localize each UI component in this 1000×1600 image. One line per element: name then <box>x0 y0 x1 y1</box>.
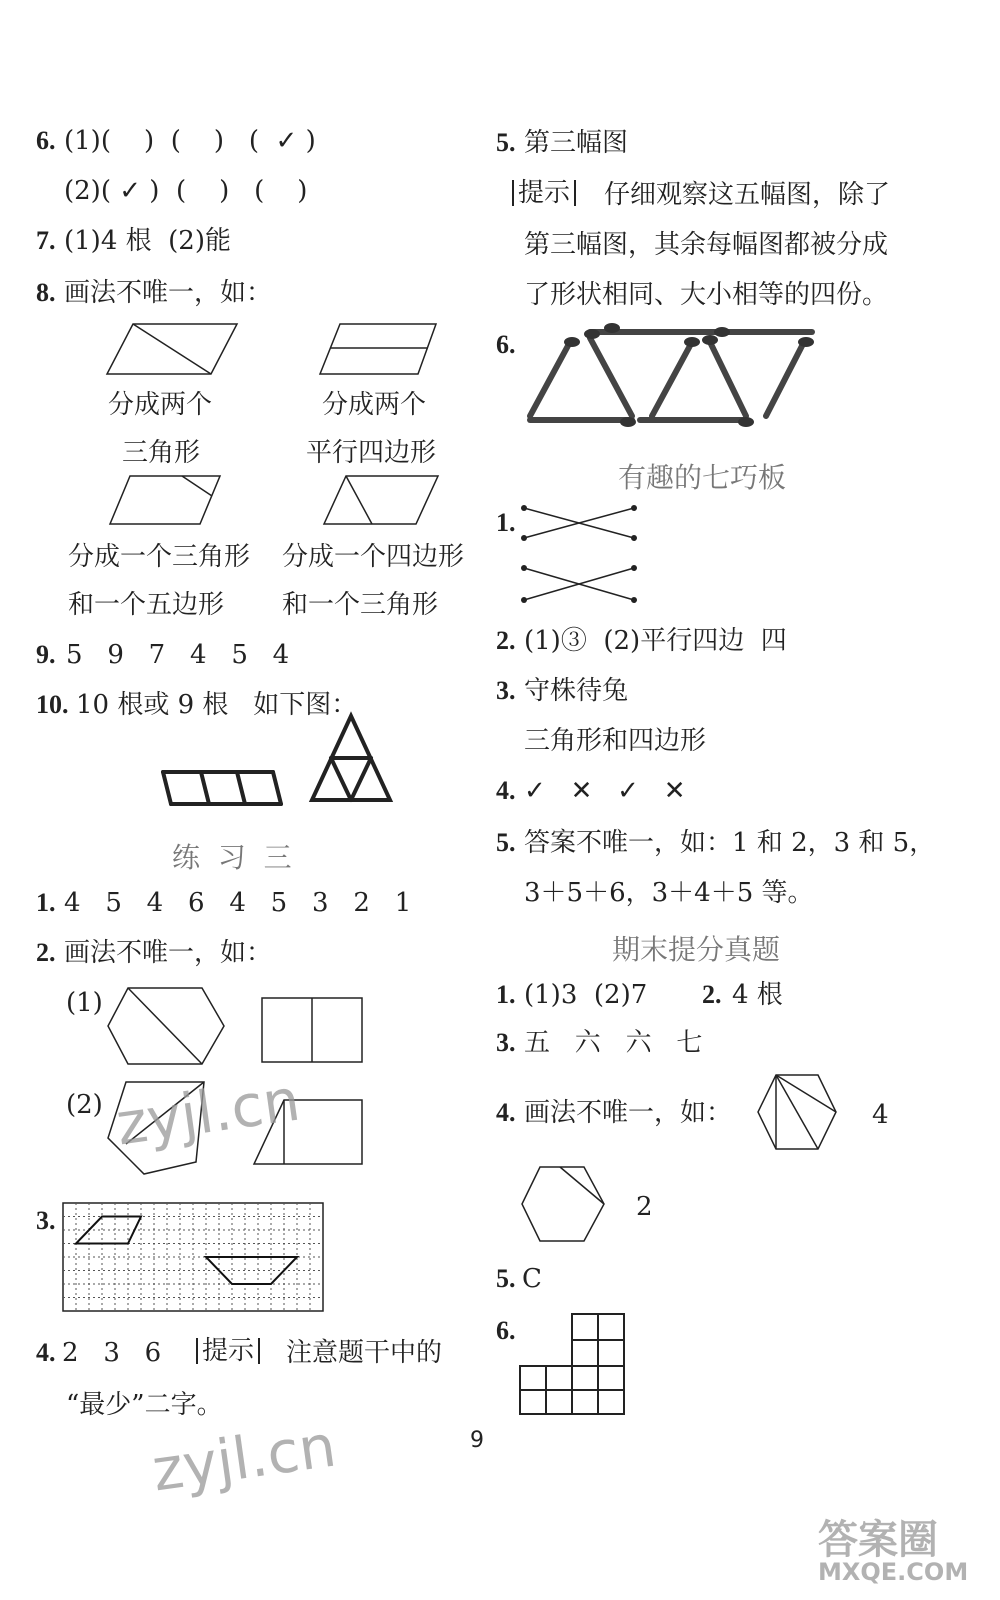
hexagon-two-parts-figure <box>520 1164 606 1244</box>
q9-number: 9. <box>36 640 56 669</box>
f4-text: 画法不唯一，如： <box>524 1098 733 1128</box>
watermark-logo: MXQE.COM <box>818 1558 969 1586</box>
p3-number: 3. <box>36 1206 56 1235</box>
s2-text: (1)③ (2)平行四边 四 <box>524 626 787 656</box>
f1-number: 1. <box>496 980 516 1009</box>
q8-caption1-line1: 分成两个 <box>108 390 213 420</box>
q10-number: 10. <box>36 690 69 719</box>
watermark-logo: zyjl.cn <box>112 1065 304 1159</box>
rq6-number: 6. <box>496 330 516 359</box>
p4-line2: “最少”二字。 <box>66 1390 223 1420</box>
p2-text: 画法不唯一，如： <box>64 938 273 968</box>
matching-lines-figure <box>518 500 640 606</box>
p4-hint-text: 注意题干中的 <box>286 1338 443 1368</box>
f4-value1: 4 <box>872 1100 889 1130</box>
parallelogram-diagonal-figure <box>105 322 240 376</box>
f5-number: 5. <box>496 1264 516 1293</box>
s3-number: 3. <box>496 676 516 705</box>
watermark-logo: 答案圈 <box>818 1517 938 1563</box>
s3-text: 守株待兔 <box>524 676 629 706</box>
p4-number: 4. <box>36 1338 56 1367</box>
p1-number: 1. <box>36 888 56 917</box>
hexagon-diagonal-figure <box>106 986 226 1066</box>
p4-text: 2 3 6 <box>62 1338 178 1368</box>
f1-text: (1)3 (2)7 <box>524 980 664 1010</box>
hexagon-four-triangles-figure <box>756 1072 838 1152</box>
p2-number: 2. <box>36 938 56 967</box>
section-title-final: 期末提分真题 <box>612 933 781 966</box>
s4-text: ✓ ✕ ✓ ✕ <box>524 776 686 806</box>
f3-number: 3. <box>496 1028 516 1057</box>
q8-caption3-line1: 分成一个三角形 <box>68 542 251 572</box>
p2-sub1: (1) <box>66 988 103 1018</box>
rectangle-divided-figure <box>260 996 364 1064</box>
f6-number: 6. <box>496 1316 516 1345</box>
f5-text: C <box>522 1264 542 1294</box>
s5-text: 答案不唯一，如：1 和 2，3 和 5， <box>524 828 936 858</box>
q6-number: 6. <box>36 126 56 155</box>
q8-caption4-line1: 分成一个四边形 <box>282 542 465 572</box>
dot-grid-parallelograms-figure <box>62 1202 324 1312</box>
section-title-exercise3: 练 习 三 <box>172 841 292 874</box>
p4-hint-label <box>196 1338 260 1364</box>
section-title-tangram: 有趣的七巧板 <box>618 461 787 494</box>
f2-number: 2. <box>702 980 722 1009</box>
q6-row1: (1)( ) ( ) ( ✓ ) <box>64 126 316 156</box>
q9-text: 5 9 7 4 5 4 <box>66 640 290 670</box>
q8-caption1-line2: 三角形 <box>122 438 201 468</box>
rq5-text: 第三幅图 <box>524 128 629 158</box>
s5-line2: 3＋5＋6，3＋4＋5 等。 <box>524 878 814 908</box>
hint-box: 提示 <box>196 1338 260 1364</box>
matchstick-trapezoid-triangles-figure <box>520 320 820 432</box>
matchstick-parallelograms-figure <box>155 768 285 808</box>
q7-text: (1)4 根 (2)能 <box>64 226 231 256</box>
q8-caption2-line2: 平行四边形 <box>306 438 437 468</box>
q8-caption3-line2: 和一个五边形 <box>68 590 225 620</box>
parallelogram-horizontal-figure <box>318 322 438 376</box>
s4-number: 4. <box>496 776 516 805</box>
f4-value2: 2 <box>636 1192 653 1222</box>
f2-text: 4 根 <box>732 980 783 1010</box>
rq5-number: 5. <box>496 128 516 157</box>
f3-text: 五 六 六 七 <box>524 1028 703 1058</box>
parallelogram-trapezoid-cut-figure <box>322 474 440 526</box>
s5-number: 5. <box>496 828 516 857</box>
rq5-hint-label <box>512 180 576 206</box>
q8-number: 8. <box>36 278 56 307</box>
s1-number: 1. <box>496 508 516 537</box>
matchstick-triangles-figure <box>306 712 396 808</box>
rq5-line3: 了形状相同、大小相等的四份。 <box>524 280 889 310</box>
p2-sub2: (2) <box>66 1090 103 1120</box>
q8-caption2-line1: 分成两个 <box>322 390 427 420</box>
s3-line2: 三角形和四边形 <box>524 726 707 756</box>
page-number: 9 <box>470 1428 484 1453</box>
f4-number: 4. <box>496 1098 516 1127</box>
q7-number: 7. <box>36 226 56 255</box>
hint-box: 提示 <box>512 180 576 206</box>
q8-caption4-line2: 和一个三角形 <box>282 590 439 620</box>
rq5-line2: 第三幅图，其余每幅图都被分成 <box>524 230 889 260</box>
square-grid-shape-figure <box>518 1312 628 1418</box>
parallelogram-triangle-cut-figure <box>108 474 223 526</box>
p1-text: 4 5 4 6 4 5 3 2 1 <box>64 888 412 918</box>
q8-text: 画法不唯一，如： <box>64 278 273 308</box>
watermark-logo: zyjl.cn <box>148 1411 340 1505</box>
rq5-line1: 仔细观察这五幅图，除了 <box>604 180 891 210</box>
q6-row2: (2)( ✓ ) ( ) ( ) <box>64 176 308 206</box>
q10-text: 10 根或 9 根 如下图： <box>76 690 358 720</box>
s2-number: 2. <box>496 626 516 655</box>
